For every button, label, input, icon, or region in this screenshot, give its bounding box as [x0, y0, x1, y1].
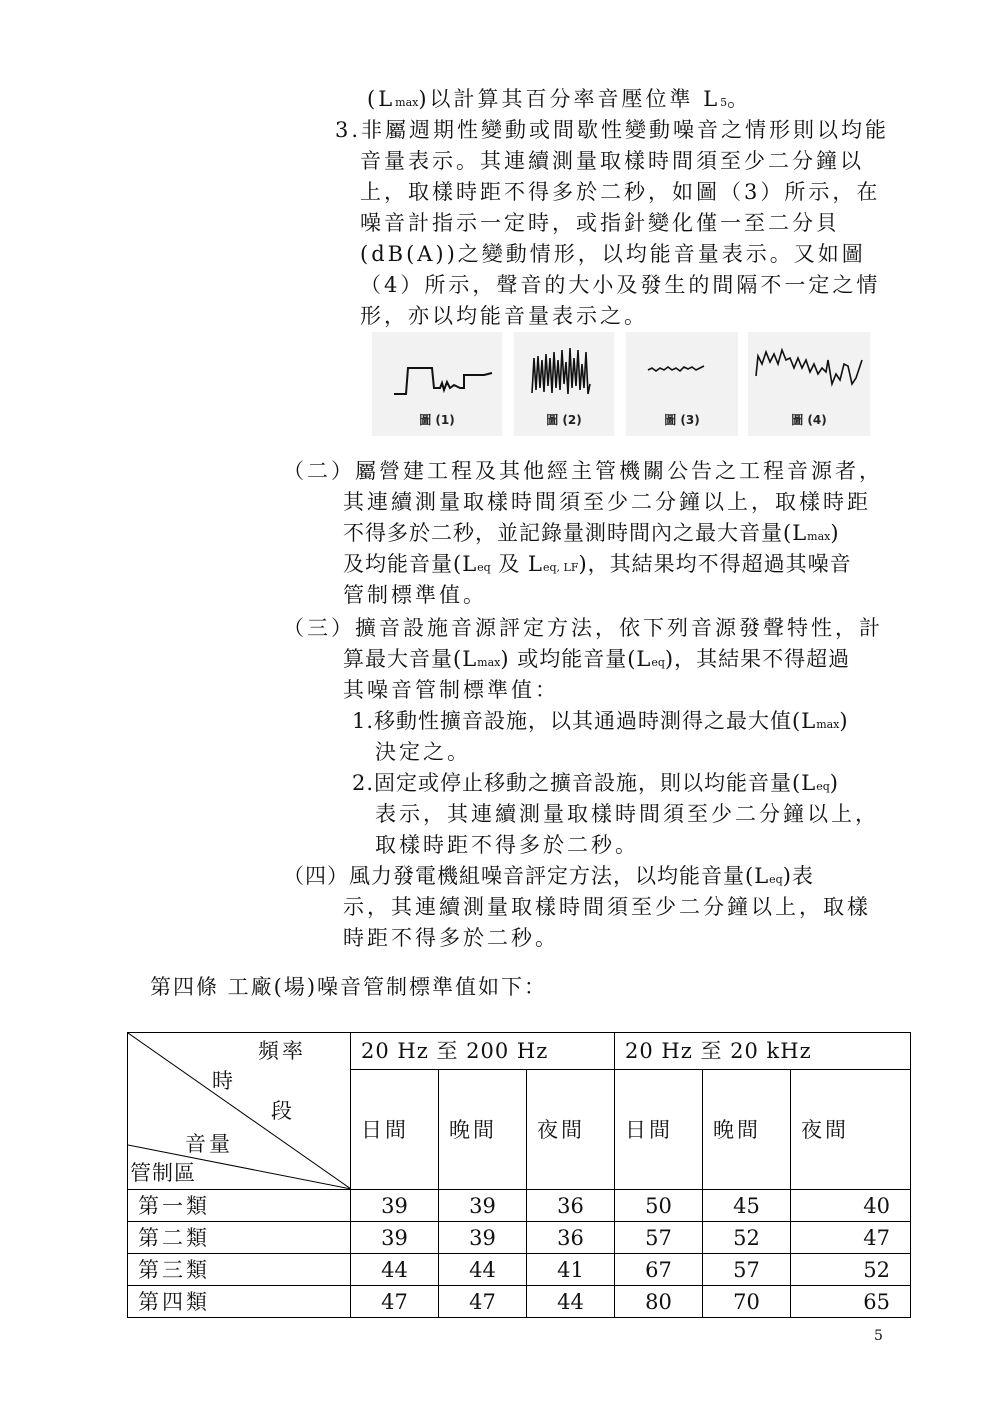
diagonal-header-cell — [128, 1033, 351, 1190]
section-3-item-2-line-3: 取樣時距不得多於二秒。 — [375, 833, 639, 857]
table-cell: 40 — [791, 1190, 911, 1222]
period-header: 夜間 — [791, 1070, 911, 1190]
diag-label-frequency: 頻率 — [258, 1039, 306, 1063]
section-2-line-1: （二）屬營建工程及其他經主管機關公告之工程音源者， — [283, 459, 883, 483]
figure-3 — [626, 332, 738, 436]
table-cell: 44 — [351, 1254, 439, 1286]
table-cell: 52 — [791, 1254, 911, 1286]
table-cell: 67 — [615, 1254, 703, 1286]
freq-group-full: 20 Hz 至 20 kHz — [615, 1033, 911, 1070]
section-3-item-1-line-2: 決定之。 — [375, 740, 471, 764]
table-cell: 36 — [527, 1222, 615, 1254]
diag-label-time: 時 — [212, 1069, 236, 1093]
section-3-line-3: 其噪音管制標準值： — [343, 678, 559, 702]
section-4-line-1: （四）風力發電機組噪音評定方法，以均能音量(Leq)表 — [283, 864, 814, 888]
body-line-6: (dB(A))之變動情形，以均能音量表示。又如圖 — [360, 242, 866, 266]
section-2-line-4: 及均能音量(Leq 及 Leq, LF)，其結果均不得超過其噪音 — [343, 552, 852, 576]
zone-category: 第三類 — [128, 1254, 351, 1286]
table-cell: 80 — [615, 1286, 703, 1318]
figure-4-caption: 圖 (4) — [791, 413, 827, 427]
figure-2-caption: 圖 (2) — [546, 413, 582, 427]
table-cell: 36 — [527, 1190, 615, 1222]
figure-2 — [514, 332, 614, 436]
figure-4 — [748, 332, 870, 436]
table-cell: 70 — [703, 1286, 791, 1318]
zone-category: 第一類 — [128, 1190, 351, 1222]
table-cell: 57 — [703, 1254, 791, 1286]
article-4-heading: 第四條 工廠(場)噪音管制標準值如下： — [150, 975, 548, 999]
section-3-line-1: （三）擴音設施音源評定方法，依下列音源發聲特性，計 — [283, 616, 883, 640]
table-cell: 65 — [791, 1286, 911, 1318]
table-header-row-1 — [128, 1033, 911, 1070]
table-cell: 45 — [703, 1190, 791, 1222]
table-row — [128, 1190, 911, 1222]
noise-standard-table — [127, 1032, 911, 1318]
period-header: 晚間 — [439, 1070, 527, 1190]
table-cell: 47 — [791, 1222, 911, 1254]
diag-label-volume: 音量 — [185, 1132, 233, 1156]
period-header: 晚間 — [703, 1070, 791, 1190]
table-cell: 47 — [351, 1286, 439, 1318]
table-cell: 44 — [439, 1254, 527, 1286]
diag-label-period: 段 — [271, 1099, 295, 1123]
body-line-5: 噪音計指示一定時，或指針變化僅一至二分貝 — [360, 211, 840, 235]
table-row — [128, 1286, 911, 1318]
table-cell: 44 — [527, 1286, 615, 1318]
diag-label-zone: 管制區 — [130, 1161, 196, 1185]
body-line-3: 音量表示。其連續測量取樣時間須至少二分鐘以 — [360, 149, 864, 173]
period-header: 日間 — [351, 1070, 439, 1190]
table-cell: 57 — [615, 1222, 703, 1254]
figure-4-waveform — [748, 338, 870, 408]
body-line-4: 上，取樣時距不得多於二秒，如圖（3）所示，在 — [360, 180, 881, 204]
section-2-line-2: 其連續測量取樣時間須至少二分鐘以上，取樣時距 — [343, 490, 871, 514]
section-3-item-1-line-1: 1.移動性擴音設施，以其通過時測得之最大值(Lmax) — [352, 709, 849, 733]
zone-category: 第四類 — [128, 1286, 351, 1318]
period-header: 日間 — [615, 1070, 703, 1190]
table-cell: 39 — [439, 1190, 527, 1222]
table-row — [128, 1254, 911, 1286]
section-2-line-5: 管制標準值。 — [343, 583, 487, 607]
period-header: 夜間 — [527, 1070, 615, 1190]
table-cell: 39 — [439, 1222, 527, 1254]
figure-1-caption: 圖 (1) — [419, 413, 455, 427]
freq-group-low: 20 Hz 至 200 Hz — [351, 1033, 615, 1070]
noise-pattern-figures — [372, 332, 870, 436]
table-cell: 47 — [439, 1286, 527, 1318]
figure-2-waveform — [514, 338, 614, 408]
page-number: 5 — [874, 1328, 883, 1344]
section-3-item-2-line-1: 2.固定或停止移動之擴音設施，則以均能音量(Leq) — [352, 771, 839, 795]
section-4-line-2: 示，其連續測量取樣時間須至少二分鐘以上，取樣 — [343, 895, 871, 919]
figure-1 — [372, 332, 502, 436]
figure-3-caption: 圖 (3) — [664, 413, 700, 427]
body-line-7: （4）所示，聲音的大小及發生的間隔不一定之情 — [360, 273, 881, 297]
section-2-line-3: 不得多於二秒，並記錄量測時間內之最大音量(Lmax) — [343, 521, 840, 545]
zone-category: 第二類 — [128, 1222, 351, 1254]
table-row — [128, 1222, 911, 1254]
table-cell: 39 — [351, 1190, 439, 1222]
table-cell: 39 — [351, 1222, 439, 1254]
figure-1-waveform — [372, 338, 502, 408]
table-cell: 41 — [527, 1254, 615, 1286]
figure-3-waveform — [626, 338, 738, 408]
body-line-2: 3.非屬週期性變動或間歇性變動噪音之情形則以均能 — [335, 118, 890, 142]
table-cell: 52 — [703, 1222, 791, 1254]
body-line-1: (Lmax)以計算其百分率音壓位準 L5。 — [367, 87, 752, 111]
table-cell: 50 — [615, 1190, 703, 1222]
section-4-line-3: 時距不得多於二秒。 — [343, 926, 559, 950]
section-3-item-2-line-2: 表示，其連續測量取樣時間須至少二分鐘以上， — [375, 802, 879, 826]
body-line-8: 形，亦以均能音量表示之。 — [360, 304, 648, 328]
section-3-line-2: 算最大音量(Lmax) 或均能音量(Leq)，其結果不得超過 — [343, 647, 851, 671]
